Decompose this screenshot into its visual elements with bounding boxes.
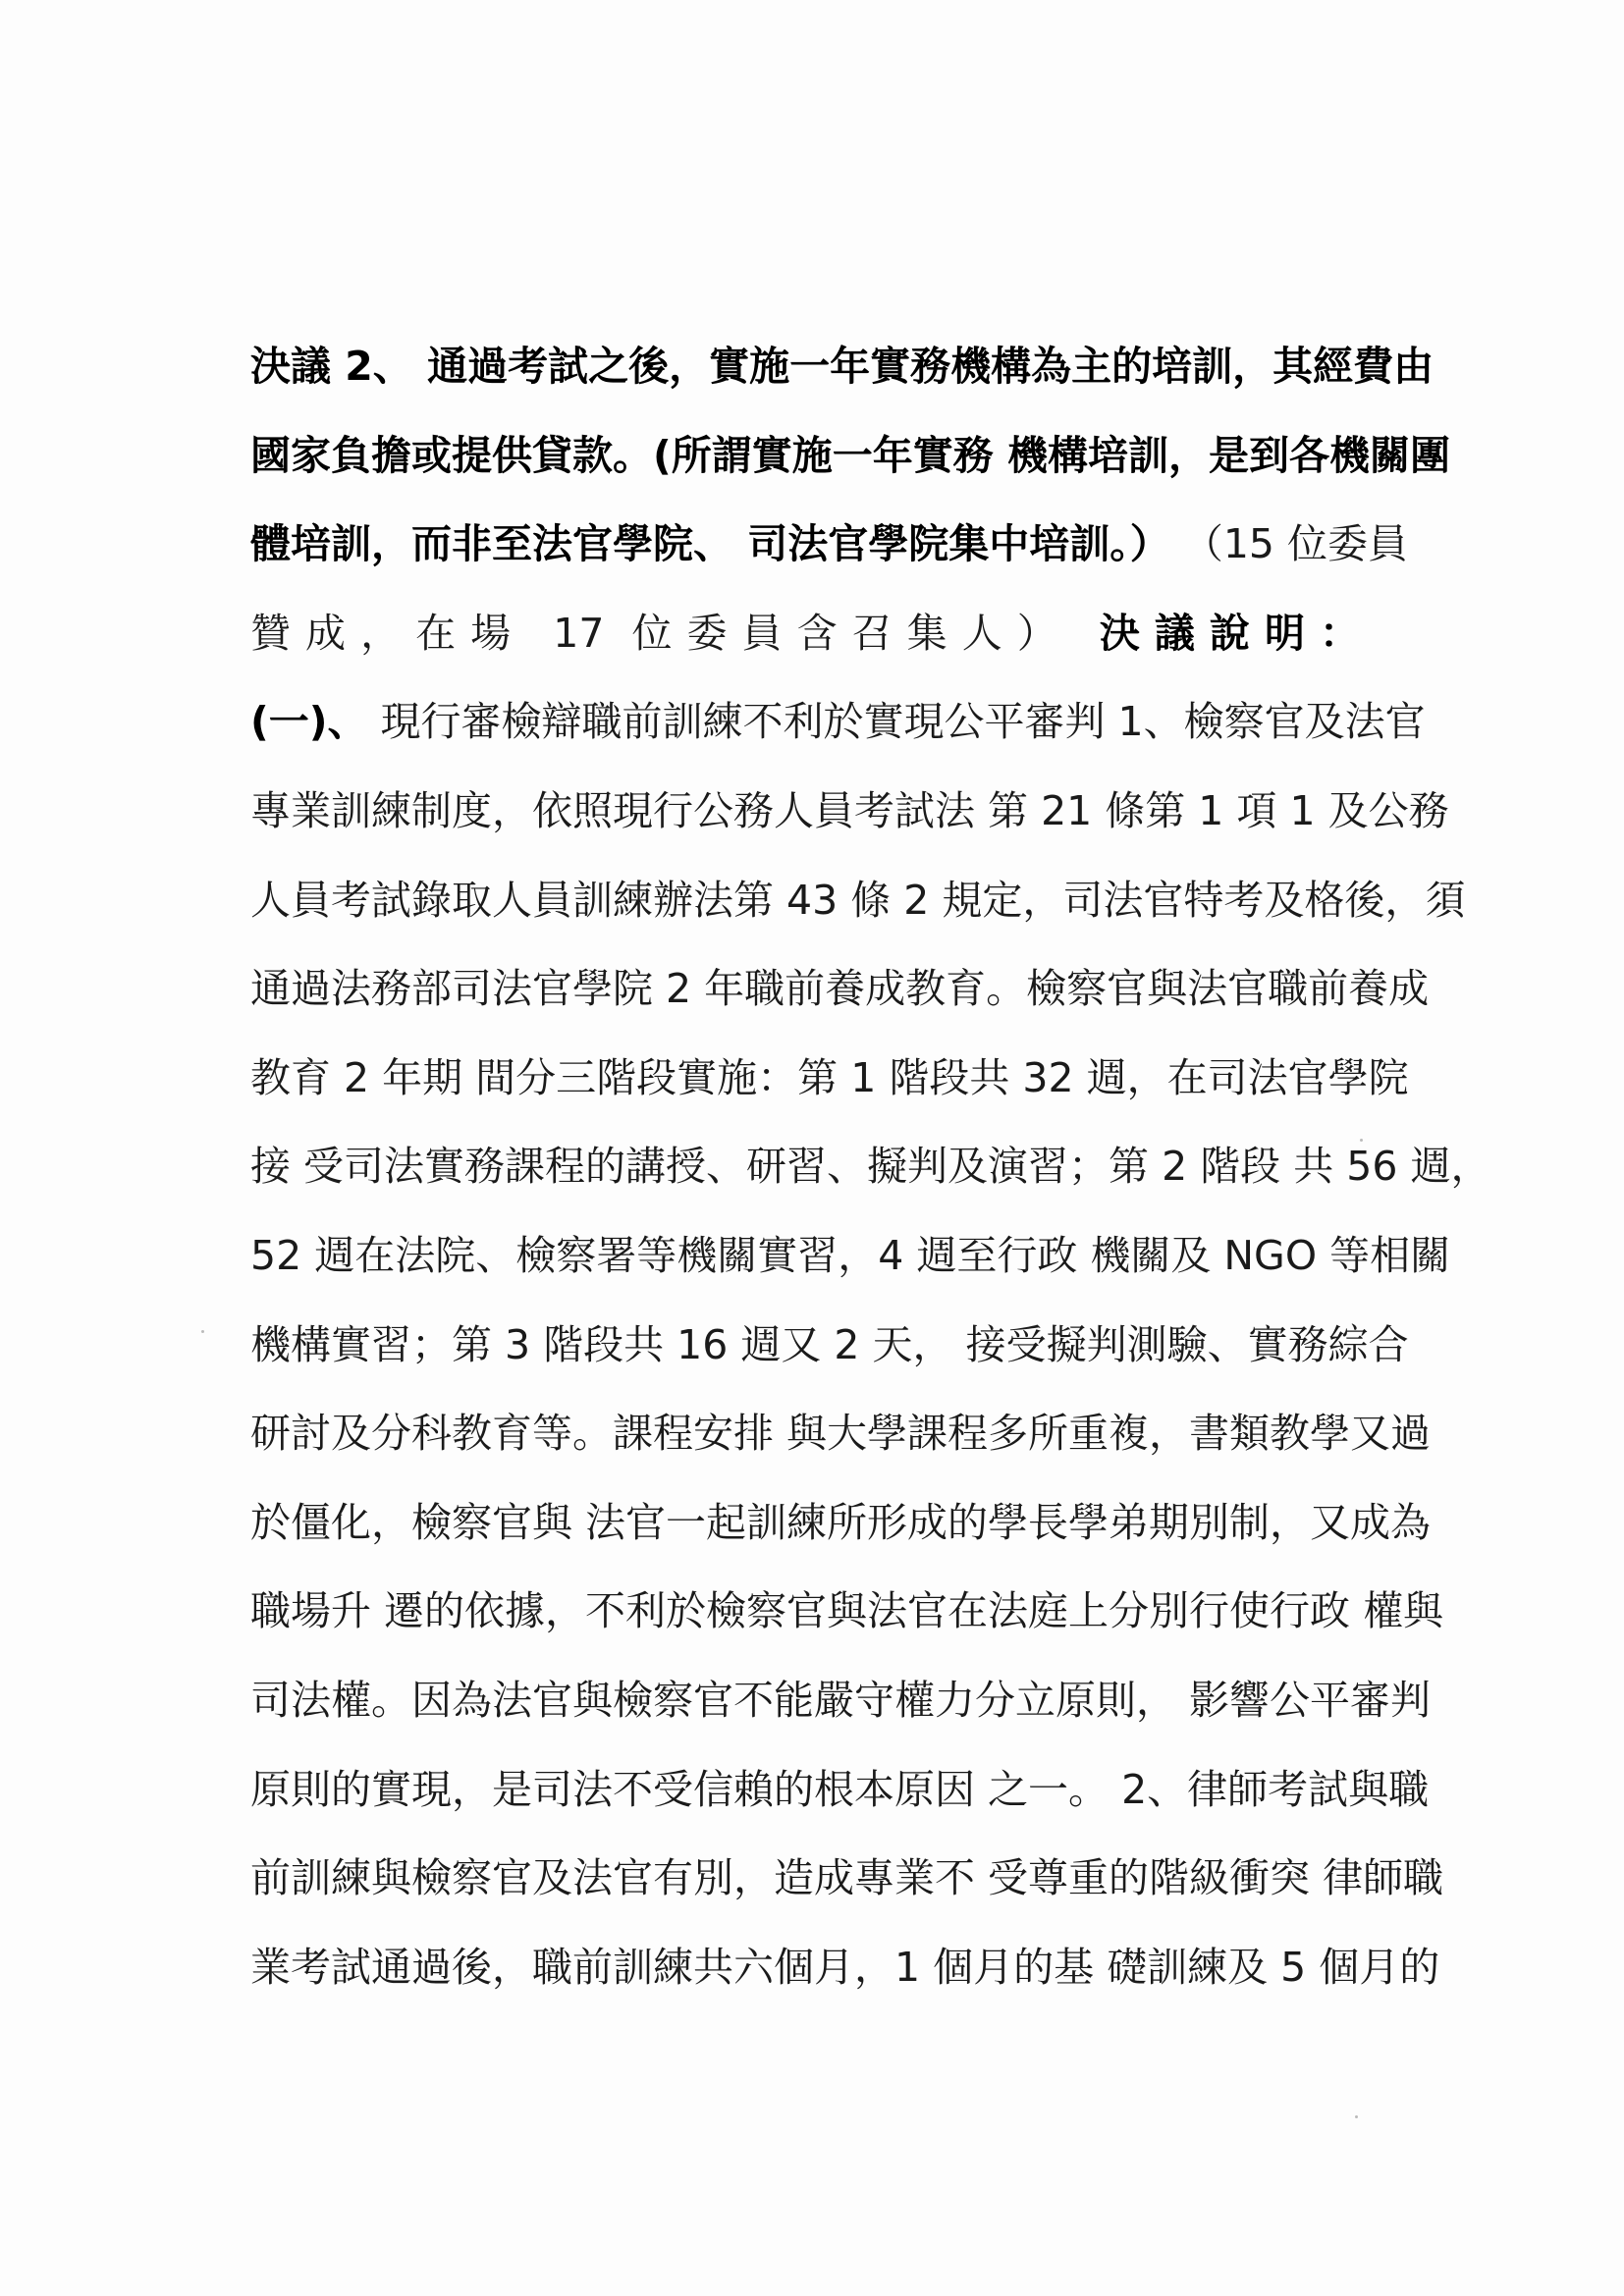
text-line bbox=[250, 1583, 1444, 1638]
text-segment: 前訓練與檢察官及法官有別，造成專業不 受尊重的階級衝突 律師職 bbox=[250, 1854, 1444, 1902]
text-segment: 通過法務部司法官學院 2 年職前養成教育。檢察官與法官職前養成 bbox=[250, 965, 1430, 1013]
text-segment: 接 受司法實務課程的講授、研習、擬判及演習；第 2 階段 共 56 週， bbox=[250, 1143, 1491, 1191]
text-segment: 人員考試錄取人員訓練辦法第 43 條 2 規定，司法官特考及格後，須 bbox=[250, 876, 1466, 924]
text-segment: 贊成，在場 17 位委員含召集人） bbox=[250, 609, 1100, 657]
scan-speck bbox=[201, 1330, 204, 1333]
text-segment: 研討及分科教育等。課程安排 與大學課程多所重複，書類教學又過 bbox=[250, 1410, 1432, 1458]
bold-text-segment: 體培訓，而非至法官學院、 司法官學院集中培訓。） bbox=[250, 520, 1170, 568]
text-line bbox=[250, 1317, 1409, 1372]
text-segment: 職場升 遷的依據，不利於檢察官與法官在法庭上分別行使行政 權與 bbox=[250, 1587, 1444, 1635]
text-line bbox=[250, 1406, 1432, 1461]
text-line bbox=[250, 516, 1409, 571]
text-line bbox=[250, 1050, 1409, 1105]
text-segment: （15 位委員 bbox=[1169, 520, 1409, 568]
text-line bbox=[250, 339, 1435, 394]
text-line bbox=[250, 783, 1449, 838]
text-line bbox=[250, 1940, 1440, 1995]
text-segment: 原則的實現，是司法不受信賴的根本原因 之一。 2、律師考試與職 bbox=[250, 1765, 1430, 1813]
text-line bbox=[250, 1139, 1491, 1194]
text-segment: 教育 2 年期 間分三階段實施：第 1 階段共 32 週，在司法官學院 bbox=[250, 1053, 1409, 1101]
text-segment: 現行審檢辯職前訓練不利於實現公平審判 1、檢察官及法官 bbox=[367, 698, 1426, 746]
text-line bbox=[250, 428, 1451, 483]
text-segment: 專業訓練制度，依照現行公務人員考試法 第 21 條第 1 項 1 及公務 bbox=[250, 787, 1449, 834]
bold-text-segment: 決議說明： bbox=[1099, 609, 1360, 657]
text-line bbox=[250, 1850, 1444, 1905]
text-line bbox=[250, 961, 1430, 1016]
text-segment: 業考試通過後，職前訓練共六個月，1 個月的基 礎訓練及 5 個月的 bbox=[250, 1943, 1440, 1991]
text-line bbox=[250, 873, 1466, 928]
text-segment: 52 週在法院、檢察署等機關實習，4 週至行政 機關及 NGO 等相關 bbox=[250, 1232, 1451, 1279]
text-line bbox=[250, 1228, 1451, 1283]
text-line bbox=[250, 606, 1360, 661]
text-segment: 機構實習；第 3 階段共 16 週又 2 天， 接受擬判測驗、實務綜合 bbox=[250, 1320, 1409, 1368]
scan-speck bbox=[1360, 1139, 1363, 1142]
text-line bbox=[250, 1673, 1432, 1728]
bold-text-segment: 決議 2、 通過考試之後，實施一年實務機構為主的培訓，其經費由 bbox=[250, 343, 1435, 390]
scan-speck bbox=[1355, 2115, 1358, 2118]
text-segment: 司法權。因為法官與檢察官不能嚴守權力分立原則， 影響公平審判 bbox=[250, 1677, 1432, 1724]
text-line bbox=[250, 694, 1426, 749]
text-line bbox=[250, 1495, 1432, 1550]
bold-text-segment: 國家負擔或提供貸款。(所謂實施一年實務 機構培訓，是到各機關團 bbox=[250, 431, 1451, 479]
text-segment: 於僵化，檢察官與 法官一起訓練所形成的學長學弟期別制，又成為 bbox=[250, 1498, 1432, 1546]
bold-text-segment: (一)、 bbox=[250, 698, 368, 746]
text-line bbox=[250, 1762, 1430, 1817]
